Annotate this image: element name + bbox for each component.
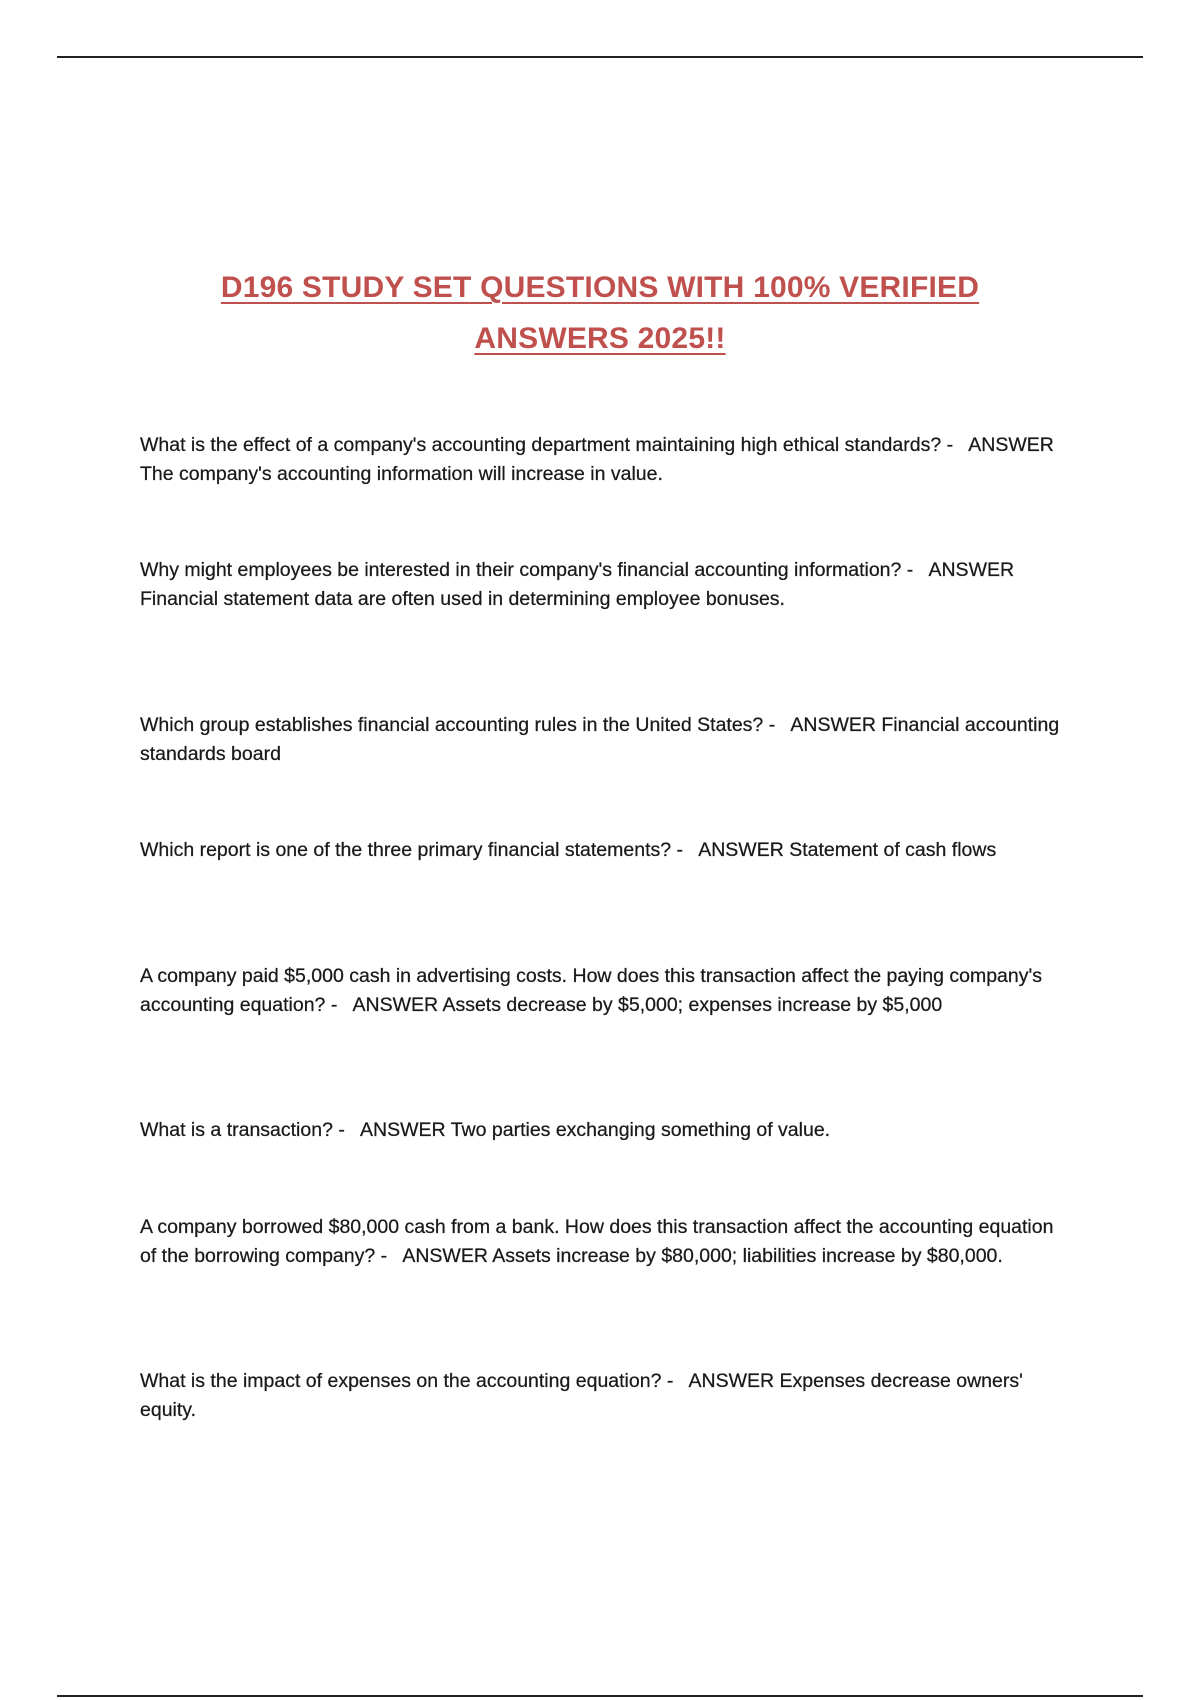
question-text: Which group establishes financial accounting rules in the United States? — [140, 714, 764, 736]
title-line-1: D196 STUDY SET QUESTIONS WITH 100% VERIFIED — [220, 271, 980, 304]
bottom-rule — [57, 1695, 1143, 1697]
answer-text: The company's accounting information will increase in value. — [140, 463, 663, 485]
separator: - — [332, 1119, 361, 1141]
top-rule — [57, 56, 1143, 58]
answer-text: Financial accounting standards board — [140, 714, 1060, 765]
qa-item-1 — [140, 431, 1070, 489]
answer-text: Financial statement data are often used in determining employee bonuses. — [140, 588, 785, 610]
answer-prefix: ANSWER — [928, 559, 1015, 581]
separator: - — [375, 1245, 403, 1267]
question-text: What is a transaction? — [140, 1119, 333, 1141]
answer-prefix: ANSWER — [698, 839, 784, 861]
question-text: Why might employees be interested in their company's financial accounting information? — [140, 559, 902, 581]
answer-text: Statement of cash flows — [789, 839, 997, 861]
qa-item-8 — [140, 1367, 1070, 1425]
document-title — [100, 262, 1100, 364]
qa-item-2 — [140, 556, 1070, 614]
qa-item-7 — [140, 1213, 1070, 1271]
answer-prefix: ANSWER — [352, 994, 439, 1016]
qa-item-6 — [140, 1116, 1070, 1145]
question-text: A company paid $5,000 cash in advertising costs. How does this transaction affect the paying company's accounting equation? — [140, 965, 1042, 1016]
question-text: Which report is one of the three primary financial statements? — [140, 839, 672, 861]
question-text: What is the impact of expenses on the accounting equation? — [140, 1370, 662, 1392]
answer-text: Expenses decrease owners' equity. — [140, 1370, 1023, 1421]
answer-text: Assets increase by $80,000; liabilities increase by $80,000. — [492, 1245, 1003, 1267]
qa-item-3 — [140, 711, 1070, 769]
separator: - — [671, 839, 699, 861]
title-line-2: ANSWERS 2025!! — [474, 322, 726, 355]
question-text: What is the effect of a company's accounting department maintaining high ethical standards? — [140, 434, 942, 456]
separator: - — [325, 994, 353, 1016]
answer-prefix: ANSWER — [790, 714, 876, 736]
answer-prefix: ANSWER — [360, 1119, 446, 1141]
separator: - — [661, 1370, 689, 1392]
answer-prefix: ANSWER — [688, 1370, 775, 1392]
separator: - — [763, 714, 791, 736]
qa-item-4 — [140, 836, 1070, 865]
separator: - — [941, 434, 969, 456]
answer-text: Two parties exchanging something of value. — [450, 1119, 831, 1141]
answer-prefix: ANSWER — [968, 434, 1054, 456]
qa-item-5 — [140, 962, 1070, 1020]
question-text: A company borrowed $80,000 cash from a bank. How does this transaction affect the accounting equation of the borrowing company? — [140, 1216, 1054, 1267]
answer-text: Assets decrease by $5,000; expenses increase by $5,000 — [442, 994, 943, 1016]
separator: - — [901, 559, 929, 581]
answer-prefix: ANSWER — [402, 1245, 488, 1267]
